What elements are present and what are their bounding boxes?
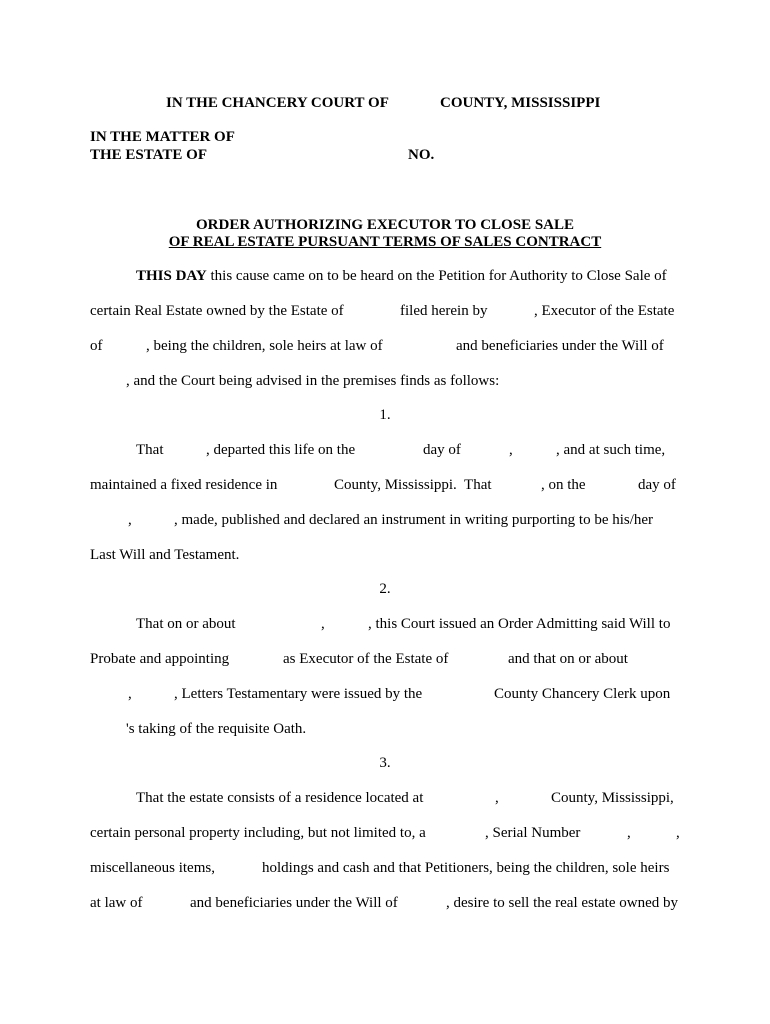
intro-line-4: , and the Court being advised in the premises finds as follows:: [126, 373, 500, 389]
p1-line-2d: day of: [638, 477, 676, 493]
p2-line-3c: County Chancery Clerk upon: [494, 686, 671, 702]
p1-line-1c: day of: [423, 442, 461, 458]
p2-line-4: 's taking of the requisite Oath.: [126, 721, 307, 737]
p1-line-1d: ,: [509, 442, 513, 458]
matter-line-1: IN THE MATTER OF: [90, 129, 235, 145]
p3-line-2c: ,: [627, 825, 631, 841]
p2-line-2c: and that on or about: [508, 651, 628, 667]
intro-line-1: [136, 267, 667, 285]
p3-line-4b: and beneficiaries under the Will of: [190, 895, 398, 911]
p1-line-2b: County, Mississippi. That: [334, 477, 492, 493]
p1-line-1b: , departed this life on the: [206, 442, 356, 458]
p2-line-1a: That on or about: [136, 616, 236, 632]
intro-line-2a: certain Real Estate owned by the Estate of: [90, 303, 344, 319]
intro-line-3a: of: [90, 338, 103, 354]
order-title-line-2: OF REAL ESTATE PURSUANT TERMS OF SALES CONTRACT: [168, 234, 602, 250]
p1-line-2c: , on the: [541, 477, 586, 493]
matter-line-2: THE ESTATE OF: [90, 147, 207, 163]
p3-line-2b: , Serial Number: [485, 825, 581, 841]
p1-line-4: Last Will and Testament.: [90, 547, 240, 563]
p3-line-1c: County, Mississippi,: [551, 790, 674, 806]
p2-line-2a: Probate and appointing: [90, 651, 230, 667]
p1-line-1a: That: [136, 442, 164, 458]
section-number-3: 3.: [379, 755, 391, 771]
this-day-lead: THIS DAY: [136, 268, 207, 284]
intro-line-3b: , being the children, sole heirs at law of: [146, 338, 383, 354]
case-number-label: NO.: [408, 147, 435, 163]
p3-line-3b: holdings and cash and that Petitioners, being the children, sole heirs: [262, 860, 670, 876]
p2-line-1c: , this Court issued an Order Admitting said Will to: [368, 616, 671, 632]
order-title-line-1: ORDER AUTHORIZING EXECUTOR TO CLOSE SALE: [195, 217, 575, 233]
p3-line-1a: That the estate consists of a residence located at: [136, 790, 424, 806]
p1-line-1e: , and at such time,: [556, 442, 666, 458]
intro-line-3c: and beneficiaries under the Will of: [456, 338, 664, 354]
p3-line-4c: , desire to sell the real estate owned by: [446, 895, 679, 911]
p3-line-4a: at law of: [90, 895, 143, 911]
p1-line-3a: ,: [128, 512, 132, 528]
p3-line-2d: ,: [676, 825, 680, 841]
intro-line-2c: , Executor of the Estate: [534, 303, 675, 319]
p1-line-3b: , made, published and declared an instrument in writing purporting to be his/her: [174, 512, 654, 528]
p2-line-1b: ,: [321, 616, 325, 632]
p3-line-1b: ,: [495, 790, 499, 806]
p3-line-2a: certain personal property including, but not limited to, a: [90, 825, 426, 841]
intro-line-2b: filed herein by: [400, 303, 488, 319]
p1-line-2a: maintained a fixed residence in: [90, 477, 278, 493]
intro-line-1-text: this cause came on to be heard on the Petition for Authority to Close Sale of: [206, 268, 667, 284]
p2-line-2b: as Executor of the Estate of: [283, 651, 449, 667]
section-number-2: 2.: [379, 581, 391, 597]
p2-line-3a: ,: [128, 686, 132, 702]
p3-line-3a: miscellaneous items,: [90, 860, 215, 876]
section-number-1: 1.: [379, 407, 391, 423]
court-heading-left: IN THE CHANCERY COURT OF: [166, 95, 389, 111]
court-heading-right: COUNTY, MISSISSIPPI: [440, 95, 601, 111]
p2-line-3b: , Letters Testamentary were issued by the: [174, 686, 423, 702]
